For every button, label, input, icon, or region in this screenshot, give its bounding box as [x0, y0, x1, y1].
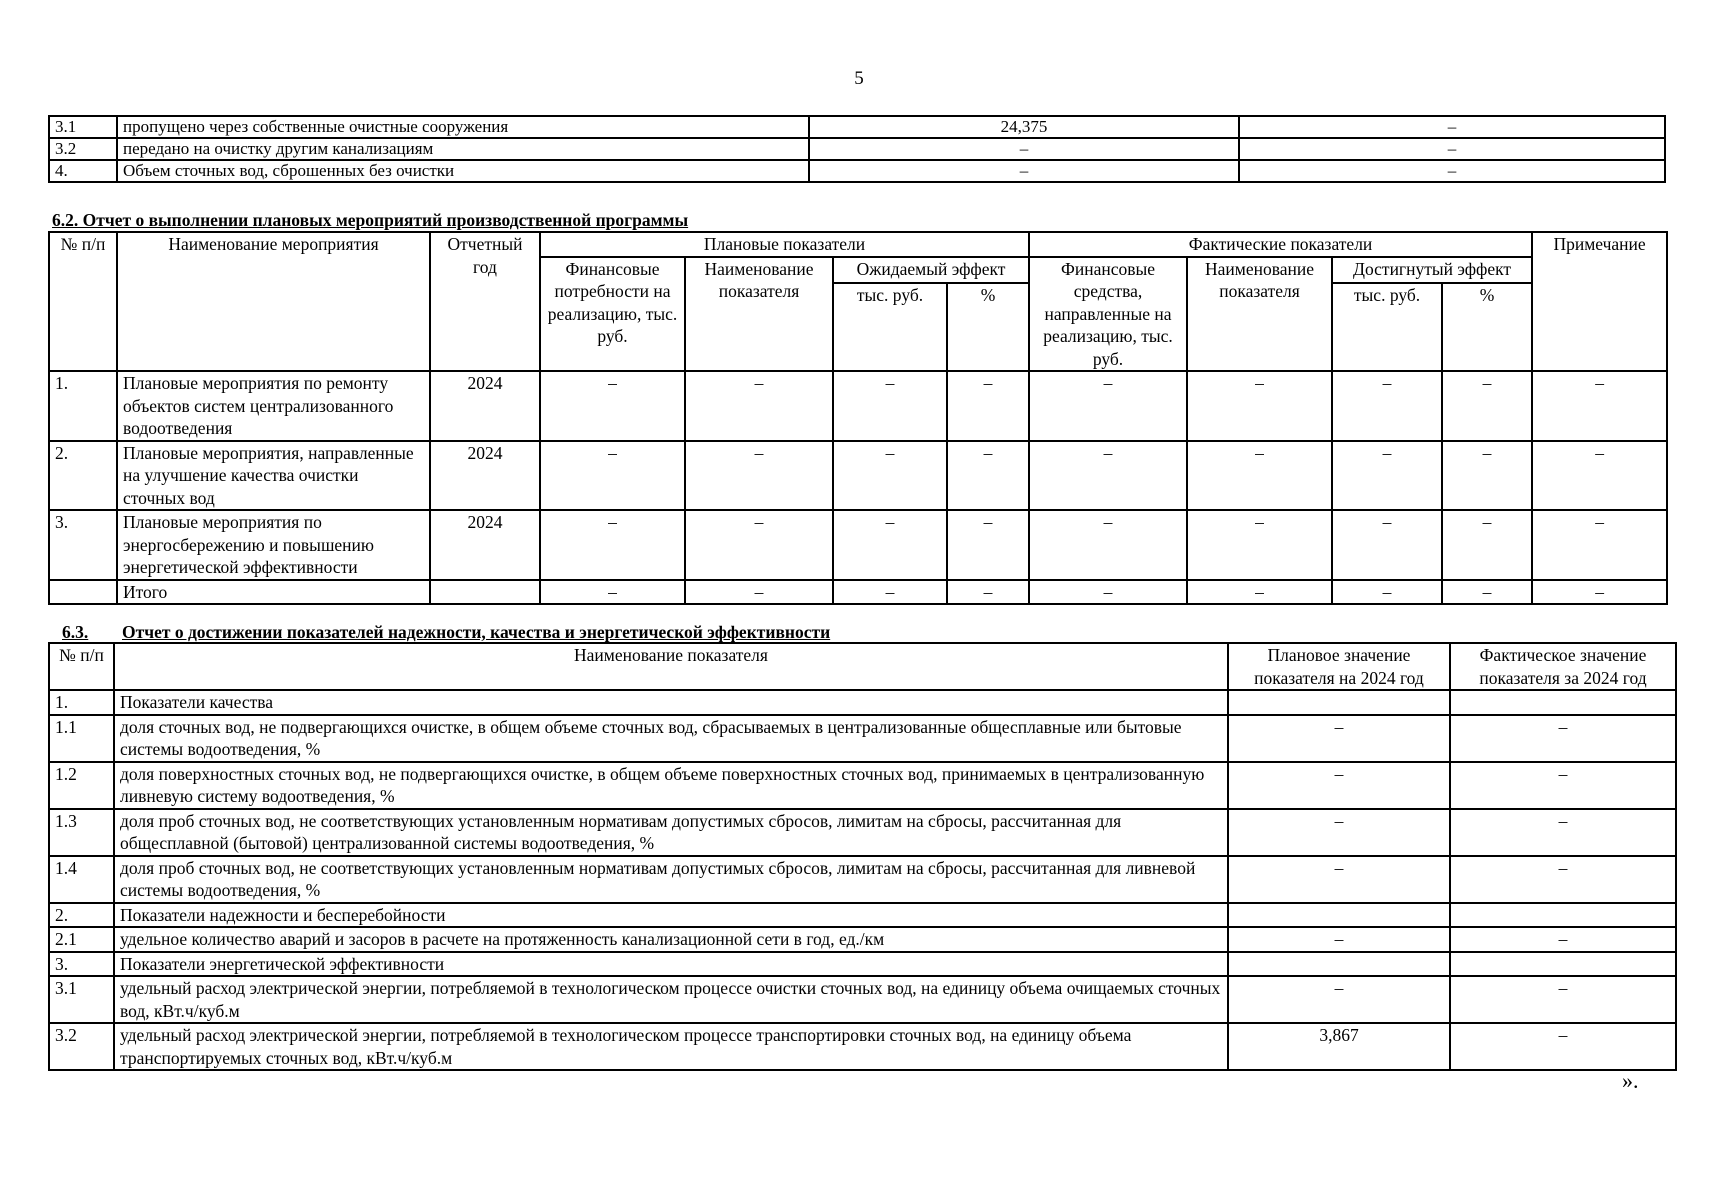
- row-value: –: [833, 371, 947, 441]
- row-number: 1.2: [49, 762, 114, 809]
- row-value: –: [1239, 116, 1665, 138]
- header-num: № п/п: [49, 643, 114, 690]
- header-note: Примечание: [1532, 232, 1667, 371]
- row-name: доля проб сточных вод, не соответствующих установленным нормативам допустимых сбросов, лимитам на сбросы, рассчитанная для ливневой системы водоотведения, %: [114, 856, 1228, 903]
- closing-quote: ».: [1622, 1068, 1639, 1093]
- row-fact: –: [1450, 976, 1676, 1023]
- row-name: передано на очистку другим канализациям: [117, 138, 809, 160]
- header-pct: %: [947, 283, 1029, 371]
- row-name: доля сточных вод, не подвергающихся очистке, в общем объеме сточных вод, сбрасываемых в централизованные общесплавные или бытовые системы водоотведения, %: [114, 715, 1228, 762]
- row-plan: [1228, 690, 1450, 715]
- header-row: [49, 643, 1676, 690]
- row-value: –: [685, 441, 833, 511]
- row-value: –: [1187, 441, 1332, 511]
- row-plan: 3,867: [1228, 1023, 1450, 1070]
- row-number: 3.2: [49, 1023, 114, 1070]
- row-value: –: [540, 441, 685, 511]
- row-value: –: [1442, 580, 1532, 605]
- row-value: –: [685, 510, 833, 580]
- row-value: –: [1187, 580, 1332, 605]
- row-fact: –: [1450, 809, 1676, 856]
- row-value: –: [1332, 441, 1442, 511]
- row-name: доля поверхностных сточных вод, не подвергающихся очистке, в общем объеме поверхностных сточных вод, принимаемых в централизованную ливневую систему водоотведения, %: [114, 762, 1228, 809]
- row-value: –: [1187, 371, 1332, 441]
- header-planned: Плановые показатели: [540, 232, 1029, 257]
- header-rub: тыс. руб.: [1332, 283, 1442, 371]
- table-row: [49, 976, 1676, 1023]
- table-row: [49, 952, 1676, 977]
- row-value: –: [1029, 510, 1187, 580]
- header-expected-effect: Ожидаемый эффект: [833, 257, 1029, 284]
- row-name: Плановые мероприятия по ремонту объектов систем централизованного водоотведения: [117, 371, 430, 441]
- row-number: 3.1: [49, 976, 114, 1023]
- row-value: –: [947, 371, 1029, 441]
- page-number: 5: [854, 68, 864, 89]
- row-name: удельное количество аварий и засоров в расчете на протяженность канализационной сети в год, ед./км: [114, 927, 1228, 952]
- row-number: 1.4: [49, 856, 114, 903]
- row-number: 3.: [49, 510, 117, 580]
- header-achieved-effect: Достигнутый эффект: [1332, 257, 1532, 284]
- row-name: удельный расход электрической энергии, потребляемой в технологическом процессе транспортировки сточных вод, на единицу объема транспортируемых сточных вод, кВт.ч/куб.м: [114, 1023, 1228, 1070]
- row-value: –: [947, 510, 1029, 580]
- indicators-table: [48, 642, 1677, 1071]
- row-value: –: [833, 441, 947, 511]
- row-value: –: [1187, 510, 1332, 580]
- row-fact: [1450, 690, 1676, 715]
- section-6-3-title: Отчет о достижении показателей надежности, качества и энергетической эффективности: [122, 622, 831, 642]
- row-year: 2024: [430, 510, 540, 580]
- table-row: [49, 856, 1676, 903]
- total-row: [49, 580, 1667, 605]
- row-value: 24,375: [809, 116, 1239, 138]
- row-value: –: [1332, 510, 1442, 580]
- header-pct: %: [1442, 283, 1532, 371]
- row-name: Показатели энергетической эффективности: [114, 952, 1228, 977]
- row-year: 2024: [430, 371, 540, 441]
- section-6-2-title: 6.2. Отчет о выполнении плановых мероприятий производственной программы: [52, 210, 689, 230]
- row-value: –: [1442, 510, 1532, 580]
- row-number: 2.: [49, 441, 117, 511]
- header-plan-indicator: Наименование показателя: [685, 257, 833, 372]
- row-number: 1.1: [49, 715, 114, 762]
- row-year: 2024: [430, 441, 540, 511]
- table-row: [49, 160, 1665, 182]
- row-plan: –: [1228, 927, 1450, 952]
- row-plan: [1228, 903, 1450, 928]
- table-row: [49, 903, 1676, 928]
- section-6-3-number: 6.3.: [62, 622, 89, 642]
- row-fact: –: [1450, 762, 1676, 809]
- row-number: 2.1: [49, 927, 114, 952]
- header-row: [49, 232, 1667, 257]
- table-row: [49, 116, 1665, 138]
- row-name: доля проб сточных вод, не соответствующих установленным нормативам допустимых сбросов, лимитам на сбросы, рассчитанная для общесплавной (бытовой) централизованной системы водоотведения, %: [114, 809, 1228, 856]
- table-row: [49, 690, 1676, 715]
- row-name: Плановые мероприятия по энергосбережению и повышению энергетической эффективности: [117, 510, 430, 580]
- header-fact-value: Фактическое значение показателя за 2024 год: [1450, 643, 1676, 690]
- row-value: –: [1332, 371, 1442, 441]
- row-number: [49, 580, 117, 605]
- row-fact: –: [1450, 715, 1676, 762]
- row-value: –: [833, 580, 947, 605]
- row-value: –: [1442, 441, 1532, 511]
- row-plan: –: [1228, 976, 1450, 1023]
- row-value: –: [540, 580, 685, 605]
- row-number: 1.3: [49, 809, 114, 856]
- row-value: –: [1532, 371, 1667, 441]
- planned-events-table: [48, 231, 1668, 605]
- row-name: удельный расход электрической энергии, потребляемой в технологическом процессе очистки сточных вод, на единицу объема очищаемых сточных вод, кВт.ч/куб.м: [114, 976, 1228, 1023]
- row-plan: –: [1228, 856, 1450, 903]
- row-number: 1.: [49, 371, 117, 441]
- row-year: [430, 580, 540, 605]
- header-plan-value: Плановое значение показателя на 2024 год: [1228, 643, 1450, 690]
- table-row: [49, 927, 1676, 952]
- row-name: пропущено через собственные очистные сооружения: [117, 116, 809, 138]
- header-actual: Фактические показатели: [1029, 232, 1532, 257]
- row-number: 3.: [49, 952, 114, 977]
- row-value: –: [809, 138, 1239, 160]
- row-fact: –: [1450, 856, 1676, 903]
- header-rub: тыс. руб.: [833, 283, 947, 371]
- header-actual-indicator: Наименование показателя: [1187, 257, 1332, 372]
- row-value: –: [1442, 371, 1532, 441]
- header-year: Отчетный год: [430, 232, 540, 371]
- row-value: –: [1029, 371, 1187, 441]
- row-value: –: [947, 580, 1029, 605]
- table-row: [49, 510, 1667, 580]
- row-fact: –: [1450, 1023, 1676, 1070]
- row-number: 3.2: [49, 138, 117, 160]
- wastewater-volume-table: [48, 115, 1666, 183]
- row-value: –: [1029, 580, 1187, 605]
- row-value: –: [1332, 580, 1442, 605]
- table-row: [49, 715, 1676, 762]
- row-value: –: [540, 510, 685, 580]
- table-row: [49, 371, 1667, 441]
- row-fact: –: [1450, 927, 1676, 952]
- row-name: Показатели качества: [114, 690, 1228, 715]
- header-num: № п/п: [49, 232, 117, 371]
- row-name: Объем сточных вод, сброшенных без очистки: [117, 160, 809, 182]
- table-row: [49, 809, 1676, 856]
- row-fact: [1450, 903, 1676, 928]
- table-row: [49, 762, 1676, 809]
- row-value: –: [1532, 580, 1667, 605]
- table-row: [49, 1023, 1676, 1070]
- row-name: Показатели надежности и бесперебойности: [114, 903, 1228, 928]
- row-value: –: [1239, 160, 1665, 182]
- row-value: –: [1532, 441, 1667, 511]
- row-value: –: [833, 510, 947, 580]
- row-value: –: [1532, 510, 1667, 580]
- row-fact: [1450, 952, 1676, 977]
- row-value: –: [1029, 441, 1187, 511]
- row-number: 4.: [49, 160, 117, 182]
- row-plan: –: [1228, 762, 1450, 809]
- header-actual-finance: Финансовые средства, направленные на реализацию, тыс. руб.: [1029, 257, 1187, 372]
- row-value: –: [685, 371, 833, 441]
- row-plan: [1228, 952, 1450, 977]
- row-value: –: [947, 441, 1029, 511]
- row-value: –: [809, 160, 1239, 182]
- header-plan-finance: Финансовые потребности на реализацию, тыс. руб.: [540, 257, 685, 372]
- row-value: –: [685, 580, 833, 605]
- row-number: 3.1: [49, 116, 117, 138]
- row-value: –: [1239, 138, 1665, 160]
- table-row: [49, 441, 1667, 511]
- header-indicator-name: Наименование показателя: [114, 643, 1228, 690]
- row-name: Плановые мероприятия, направленные на улучшение качества очистки сточных вод: [117, 441, 430, 511]
- table-row: [49, 138, 1665, 160]
- row-number: 1.: [49, 690, 114, 715]
- row-value: –: [540, 371, 685, 441]
- total-label: Итого: [117, 580, 430, 605]
- header-event-name: Наименование мероприятия: [117, 232, 430, 371]
- row-plan: –: [1228, 809, 1450, 856]
- row-number: 2.: [49, 903, 114, 928]
- row-plan: –: [1228, 715, 1450, 762]
